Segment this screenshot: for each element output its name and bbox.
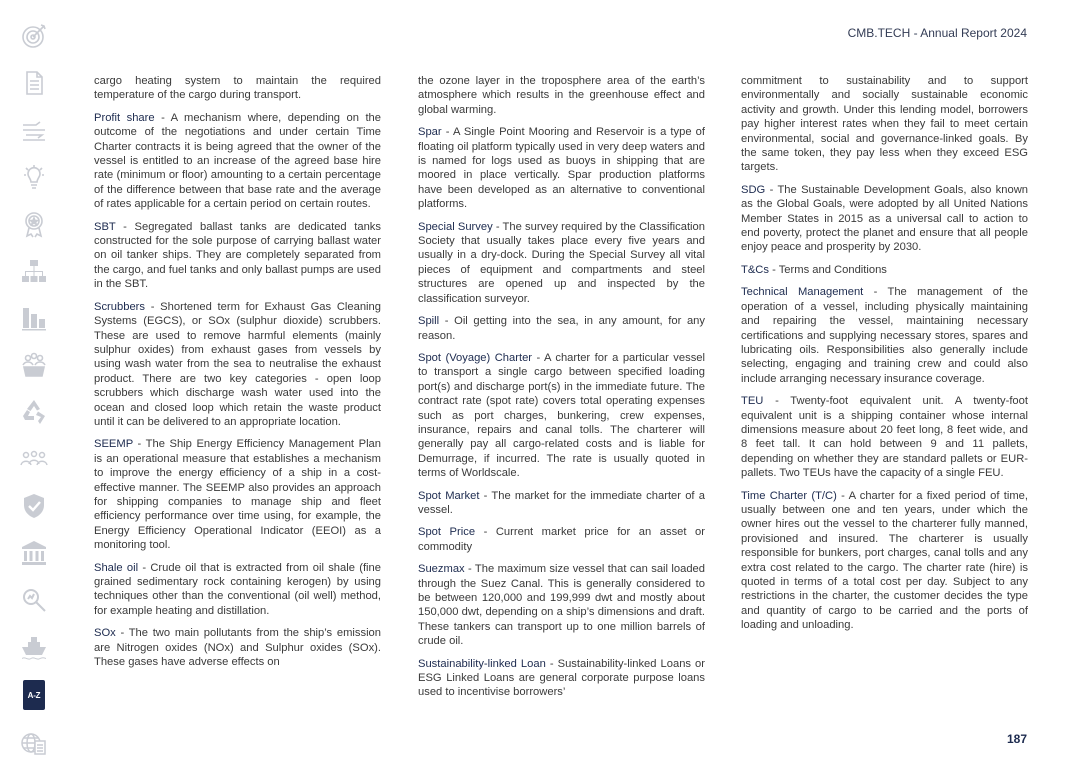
glossary-icon[interactable] <box>23 680 45 710</box>
entry-term: Suezmax <box>418 563 465 576</box>
glossary-entry <box>741 183 1028 255</box>
glossary-entry <box>418 351 705 481</box>
page-number: 187 <box>1006 732 1027 746</box>
people-icon[interactable] <box>20 351 48 379</box>
glossary-entry <box>94 220 381 292</box>
entry-term: SEEMP <box>94 438 133 451</box>
glossary-entry <box>418 525 705 554</box>
entry-text: - Oil getting into the sea, in any amount, for any reason. <box>418 315 705 342</box>
glossary-entry <box>94 561 381 619</box>
glossary-column-3 <box>741 74 1028 641</box>
entry-term: Shale oil <box>94 561 139 574</box>
lightbulb-icon[interactable] <box>20 163 48 191</box>
entry-text: cargo heating system to maintain the required temperature of the cargo during transport. <box>94 75 381 102</box>
search-icon[interactable] <box>20 586 48 614</box>
glossary-entry <box>741 489 1028 633</box>
glossary-entry <box>418 220 705 306</box>
entry-text: - The Ship Energy Efficiency Management Plan is an operational measure that establishes a mechanism to improve the energy efficiency of a ship in a cost-effective manner. The SEEMP also provides an approach for shipping companies to manage ship and fleet efficiency performance over time using, for example, the Energy Efficiency Operational Indicator (EEOI) as a monitoring tool. <box>94 438 381 552</box>
glossary-entry <box>741 285 1028 386</box>
entry-text: - Sustainability-linked Loans or ESG Linked Loans are general corporate purpose loans used to incentivise borrowers’ <box>418 657 705 699</box>
entry-term: Spot Price <box>418 526 476 539</box>
ships-icon[interactable] <box>20 116 48 144</box>
org-chart-icon[interactable] <box>20 257 48 285</box>
entry-term: Spill <box>418 315 440 328</box>
entry-text: - The survey required by the Classification Society that usually takes place every five years and usually in a dry-dock. During the Special Survey all vital pieces of equipment and compartments and steel structures are opened up and inspected by the classification surveyor. <box>418 220 705 305</box>
shield-check-icon[interactable] <box>20 492 48 520</box>
team-icon[interactable] <box>20 445 48 473</box>
bank-icon[interactable] <box>20 539 48 567</box>
entry-term: Spot Market <box>418 489 480 502</box>
report-title: CMB.TECH - Annual Report 2024 <box>847 26 1027 40</box>
glossary-entry <box>418 314 705 343</box>
entry-term: Special Survey <box>418 220 493 233</box>
document-icon[interactable] <box>20 69 48 97</box>
entry-text: - A charter for a fixed period of time, usually between one and ten years, under which the owner hires out the vessel to the charterer fully manned, provisioned and insured. The charterer is usually responsible for bunkers, port charges, canal tolls and any extra cost related to the cargo. The charter rate (hire) is quoted in terms of a total cost per day. Subject to any restrictions in the charter, the customer decides the type and quantity of cargo to be carried and the ports of loading and unloading. <box>741 489 1028 632</box>
entry-text: - A Single Point Mooring and Reservoir is a type of floating oil platform typically used in very deep waters and is named for logs used as buoys in shipping that are moored in place vertically. Spar production platforms have been developed as an alternative to conventional platforms. <box>418 126 705 211</box>
ship-icon[interactable] <box>20 633 48 661</box>
glossary-entry <box>418 489 705 518</box>
glossary-entry <box>418 125 705 211</box>
glossary-column-2 <box>418 74 705 708</box>
entry-text: commitment to sustainability and to support environmentally and socially sustainable economic activity and growth. Under this lending model, borrowers pay higher interest rates when they fail to meet certain environmental, social and governance-linked goals. By the same token, they pay less when they exceed ESG targets. <box>741 75 1028 174</box>
glossary-entry <box>418 657 705 700</box>
entry-text: - Crude oil that is extracted from oil shale (fine grained sedimentary rock containing kerogen) by using techniques other than the conventional (oil well) method, for example heating and distillation. <box>94 561 381 617</box>
entry-text: - Current market price for an asset or commodity <box>418 526 705 553</box>
glossary-column-1 <box>94 74 381 677</box>
entry-text: - A mechanism where, depending on the outcome of the negotiations and under certain Time Charter contracts it is being agreed that the owner of the vessel is entitled to an increase of the agreed base hire rate (minimum or floor) amounting to a certain percentage of the difference between that base rate and the average of rates applicable for a certain period on certain routes. <box>94 111 381 211</box>
entry-term: SOx <box>94 627 116 640</box>
entry-term: Sustainability-linked Loan <box>418 657 546 670</box>
glossary-entry <box>741 74 1028 175</box>
glossary-entry <box>94 300 381 430</box>
entry-term: Spot (Voyage) Charter <box>418 351 533 364</box>
glossary-entry <box>741 394 1028 480</box>
glossary-entry <box>94 111 381 212</box>
entry-text: - The market for the immediate charter of a vessel. <box>418 489 705 516</box>
entry-text: - The two main pollutants from the ship’s emission are Nitrogen oxides (NOx) and Sulphur oxides (SOx). These gases have adverse effects on <box>94 627 381 669</box>
section-nav <box>12 22 56 757</box>
globe-doc-icon[interactable] <box>20 729 48 757</box>
glossary-entry <box>418 562 705 648</box>
entry-term: Profit share <box>94 111 155 124</box>
entry-text: - Shortened term for Exhaust Gas Cleaning Systems (EGCS), or SOx (sulphur dioxide) scrubbers. These are used to remove harmful elements (mainly sulphur oxides) from exhaust gases from vessels by using wash water from the sea to neutralise the exhaust product. There are two key categories - open loop scrubbers which discharge wash water used into the ocean and closed loop which retain the waste product until it can be delivered to an appropriate location. <box>94 300 381 428</box>
glossary-entry <box>94 626 381 669</box>
entry-term: SDG <box>741 183 766 196</box>
entry-term: Scrubbers <box>94 300 145 313</box>
bar-chart-icon[interactable] <box>20 304 48 332</box>
entry-term: Spar <box>418 126 442 139</box>
entry-term: Time Charter (T/C) <box>741 489 837 502</box>
glossary-entry <box>94 74 381 103</box>
glossary-entry <box>741 263 1028 277</box>
entry-text: - The maximum size vessel that can sail loaded through the Suez Canal. This is generally considered to be between 120,000 and 199,999 dwt and mostly about 150,000 dwt, depending on a ship’s dimensions and draft. These tankers can transport up to one million barrels of crude oil. <box>418 563 705 648</box>
entry-term: TEU <box>741 395 764 408</box>
entry-text: - The management of the operation of a vessel, including physically maintaining and repairing the vessel, maintaining necessary certifications and supplying necessary stores, spares and lubricating oils. Responsibilities also generally include selecting, engaging and training crew and could also include arranging necessary insurance coverage. <box>741 286 1028 385</box>
entry-text: - Twenty-foot equivalent unit. A twenty-foot equivalent unit is a shipping container whose internal dimensions measure about 20 feet long, 8 feet wide, and 8 feet tall. It can hold between 9 and 11 pallets, depending on whether they are standard pallets or EUR-pallets. Two TEUs have the capacity of a single FEU. <box>741 395 1028 480</box>
target-icon[interactable] <box>20 22 48 50</box>
award-icon[interactable] <box>20 210 48 238</box>
glossary-label: A-Z <box>27 690 41 700</box>
entry-term: SBT <box>94 220 116 233</box>
entry-text: the ozone layer in the troposphere area of the earth’s atmosphere which results in the greenhouse effect and global warming. <box>418 75 705 116</box>
entry-term: T&Cs <box>741 263 769 276</box>
entry-text: - A charter for a particular vessel to transport a single cargo between specified loading port(s) and discharge port(s) in the immediate future. The contract rate (spot rate) covers total operating expenses such as port charges, bunkering, crew expenses, insurance, repairs and canal tolls. The charterer will generally pay all cargo-related costs and is liable for Demurrage, if incurred. The rate is usually quoted in terms of Worldscale. <box>418 351 705 480</box>
glossary-entry <box>418 74 705 117</box>
entry-text: - Segregated ballast tanks are dedicated tanks constructed for the sole purpose of carrying ballast water on oil tanker ships. They are completely separated from the cargo, and fuel tanks and only ballast pumps are used in the SBT. <box>94 220 381 291</box>
entry-term: Technical Management <box>741 286 864 299</box>
entry-text: - The Sustainable Development Goals, also known as the Global Goals, were adopted by all United Nations Member States in 2015 as a universal call to action to end poverty, protect the planet and ensure that all people enjoy peace and prosperity by 2030. <box>741 183 1028 254</box>
recycle-icon[interactable] <box>20 398 48 426</box>
glossary-entry <box>94 437 381 552</box>
entry-text: - Terms and Conditions <box>768 263 887 276</box>
